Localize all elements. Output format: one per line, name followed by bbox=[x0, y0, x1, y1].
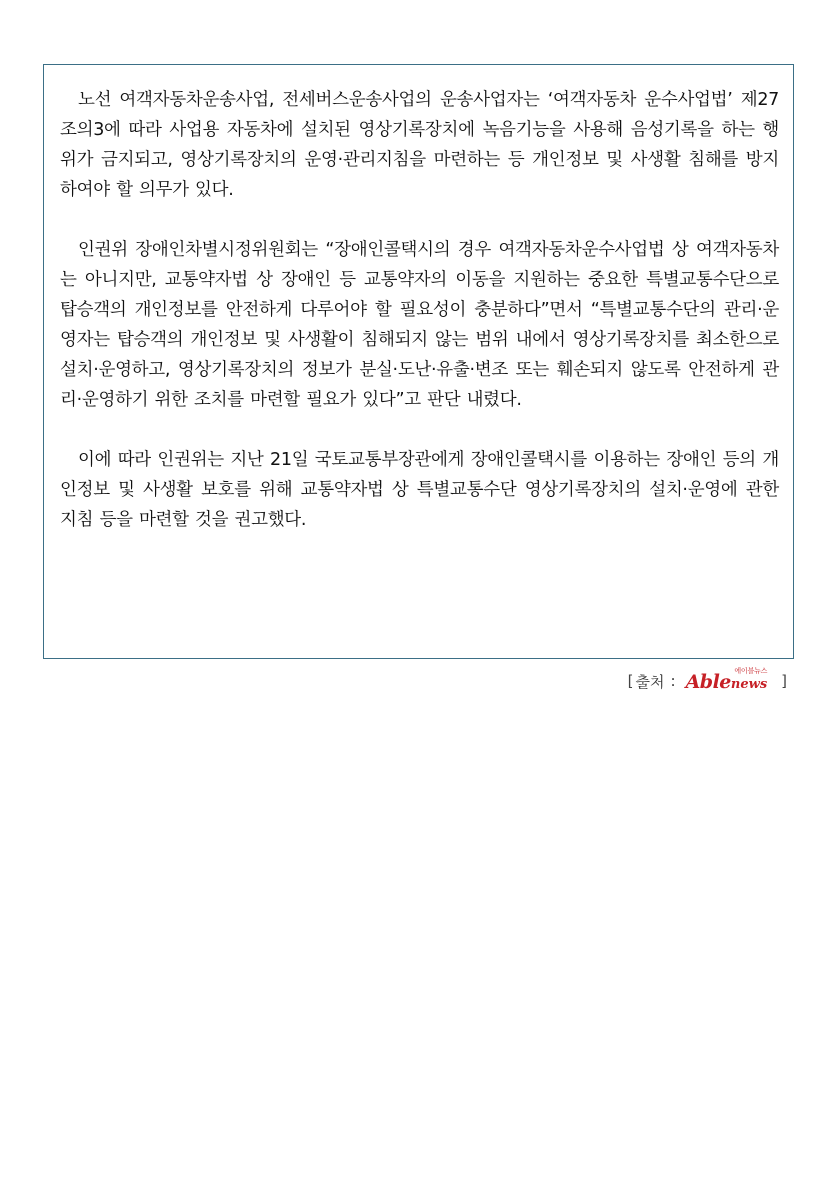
source-colon: : bbox=[670, 672, 676, 690]
ablenews-logo bbox=[685, 667, 768, 693]
logo-news-text: news bbox=[730, 677, 768, 692]
paragraph-1: 노선 여객자동차운송사업, 전세버스운송사업의 운송사업자는 ‘여객자동차 운수사업법’ 제27조의3에 따라 사업용 자동차에 설치된 영상기록장치에 녹음기능을 사용해 음성기록을 하는 행위가 금지되고, 영상기록장치의 운영·관리지침을 마련하는 등 개인정보 및 사생활 침해를 방지하여야 할 의무가 있다. bbox=[60, 90, 779, 200]
paragraph-2: 인권위 장애인차별시정위원회는 “장애인콜택시의 경우 여객자동차운수사업법 상 여객자동차는 아니지만, 교통약자법 상 장애인 등 교통약자의 이동을 지원하는 중요한 특별교통수단으로 탑승객의 개인정보를 안전하게 다루어야 할 필요성이 충분하다”면서 “특별교통수단의 관리·운영자는 탑승객의 개인정보 및 사생활이 침해되지 않는 범위 내에서 영상기록장치를 최소한으로 설치·운영하고, 영상기록장치의 정보가 분실·도난·유출·변조 또는 훼손되지 않도록 안전하게 관리·운영하기 위한 조치를 마련할 필요가 있다”고 판단 내렸다. bbox=[60, 240, 779, 410]
logo-korean-text: 에이블뉴스 bbox=[734, 667, 768, 675]
paragraph-3: 이에 따라 인권위는 지난 21일 국토교통부장관에게 장애인콜택시를 이용하는 장애인 등의 개인정보 및 사생활 보호를 위해 교통약자법 상 특별교통수단 영상기록장치의 설치·운영에 관한 지침 등을 마련할 것을 권고했다. bbox=[60, 450, 779, 530]
source-close-bracket: ] bbox=[781, 672, 787, 690]
source-label: 출처 bbox=[635, 672, 665, 691]
source-credit bbox=[628, 669, 787, 693]
article-box bbox=[43, 64, 794, 659]
source-open-bracket: [ bbox=[627, 672, 634, 690]
logo-able-text: Able bbox=[685, 671, 731, 693]
